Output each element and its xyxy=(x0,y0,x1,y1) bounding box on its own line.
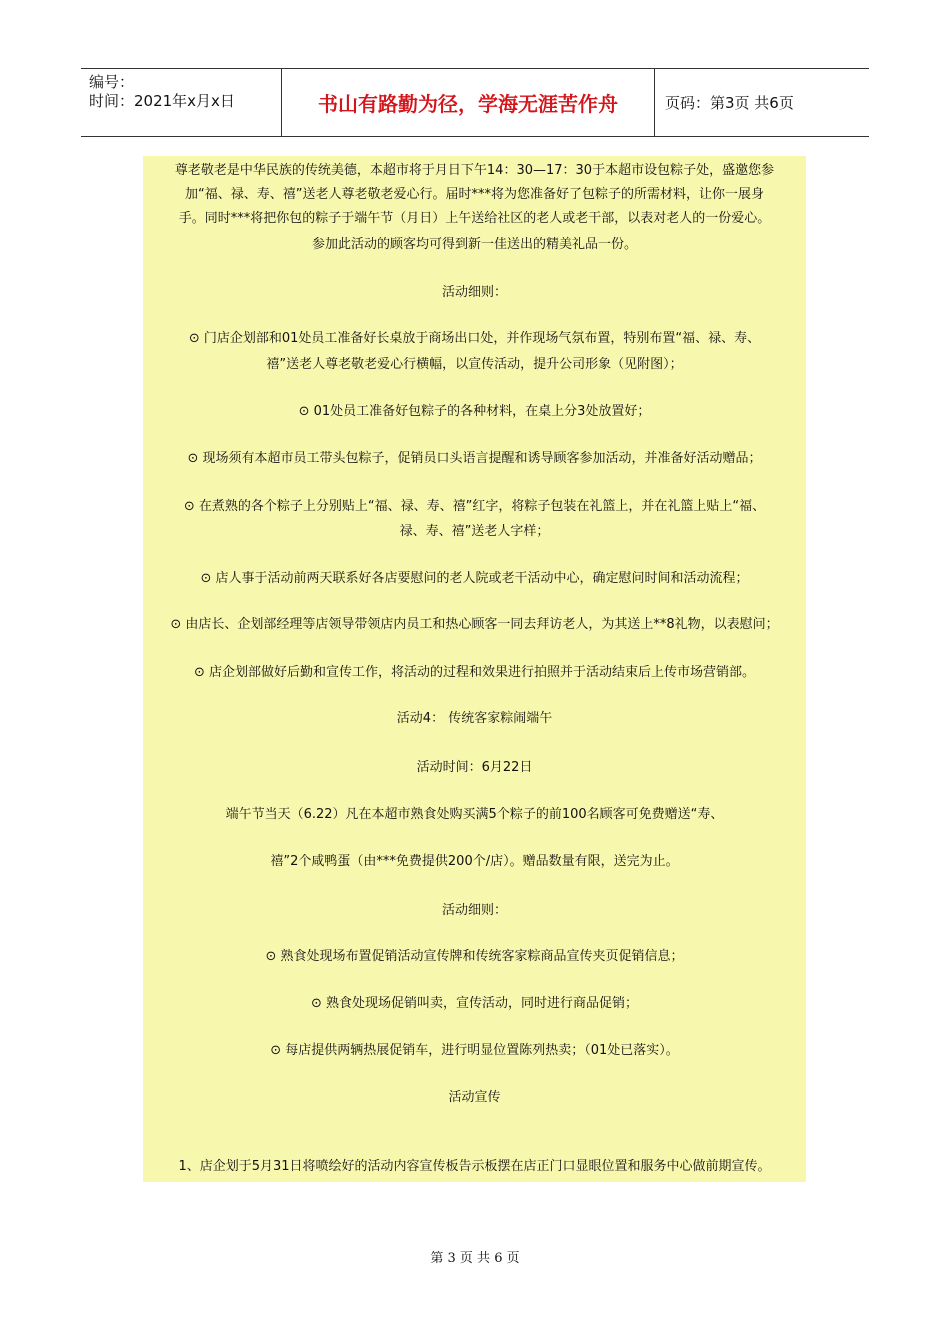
activity-description: 禧”2个咸鸭蛋（由***免费提供200个/店）。赠品数量有限，送完为止。 xyxy=(270,854,679,869)
header-page-number: 页码：第3页 共6页 xyxy=(665,94,794,112)
document-body xyxy=(143,156,806,1182)
list-item: 禧”送老人尊老敬老爱心行横幅，以宣传活动，提升公司形象（见附图）； xyxy=(266,357,683,372)
list-item: 1、店企划于5月31日将喷绘好的活动内容宣传板告示板摆在店正门口显眼位置和服务中心做前期宣传。 xyxy=(178,1159,771,1174)
page-header xyxy=(81,68,869,137)
activity-time: 活动时间：6月22日 xyxy=(416,760,533,775)
list-item: ⊙ 01处员工准备好包粽子的各种材料，在桌上分3处放置好； xyxy=(298,404,651,419)
section-heading: 活动细则： xyxy=(441,903,507,918)
section-heading: 活动宣传 xyxy=(448,1090,501,1105)
activity-description: 端午节当天（6.22）凡在本超市熟食处购买满5个粽子的前100名顾客可免费赠送“寿、 xyxy=(225,807,724,822)
list-item: ⊙ 熟食处现场促销叫卖，宣传活动，同时进行商品促销； xyxy=(310,996,639,1011)
list-item: ⊙ 每店提供两辆热展促销车，进行明显位置陈列热卖；（01处已落实）。 xyxy=(270,1043,679,1058)
header-motto: 书山有路勤为径，学海无涯苦作舟 xyxy=(281,69,655,136)
section-heading: 活动细则： xyxy=(441,285,507,300)
list-item: ⊙ 店企划部做好后勤和宣传工作，将活动的过程和效果进行拍照并于活动结束后上传市场营销部。 xyxy=(193,665,756,680)
intro-line: 参加此活动的顾客均可得到新一佳送出的精美礼品一份。 xyxy=(311,237,637,252)
intro-line: 加“福、禄、寿、禧”送老人尊老敬老爱心行。届时***将为您准备好了包粽子的所需材料，让你一展身 xyxy=(185,187,764,202)
list-item: ⊙ 门店企划部和01处员工准备好长桌放于商场出口处，并作现场气氛布置，特别布置“福、禄、寿、 xyxy=(188,331,761,346)
list-item: ⊙ 在煮熟的各个粽子上分别贴上“福、禄、寿、禧”红字，将粽子包装在礼篮上，并在礼篮上贴上“福、 xyxy=(183,499,766,514)
header-meta xyxy=(81,69,281,136)
list-item: 禄、寿、禧”送老人字样； xyxy=(399,524,550,539)
list-item: ⊙ 熟食处现场布置促销活动宣传牌和传统客家粽商品宣传夹页促销信息； xyxy=(265,949,684,964)
page-footer: 第 3 页 共 6 页 xyxy=(430,1251,520,1266)
activity-title: 活动4： 传统客家粽闹端午 xyxy=(396,711,553,726)
intro-line: 尊老敬老是中华民族的传统美德，本超市将于月日下午14：30—17：30于本超市设包粽子处，盛邀您参 xyxy=(174,163,775,178)
document-time-label: 时间：2021年x月x日 xyxy=(89,92,235,110)
document-number-label: 编号： xyxy=(89,73,135,91)
list-item: ⊙ 由店长、企划部经理等店领导带领店内员工和热心顾客一同去拜访老人，为其送上**8礼物，以表慰问； xyxy=(170,617,779,632)
list-item: ⊙ 店人事于活动前两天联系好各店要慰问的老人院或老干活动中心，确定慰问时间和活动流程； xyxy=(200,571,749,586)
list-item: ⊙ 现场须有本超市员工带头包粽子，促销员口头语言提醒和诱导顾客参加活动，并准备好活动赠品； xyxy=(187,451,762,466)
intro-line: 手。同时***将把你包的粽子于端午节（月日）上午送给社区的老人或老干部，以表对老人的一份爱心。 xyxy=(178,211,771,226)
